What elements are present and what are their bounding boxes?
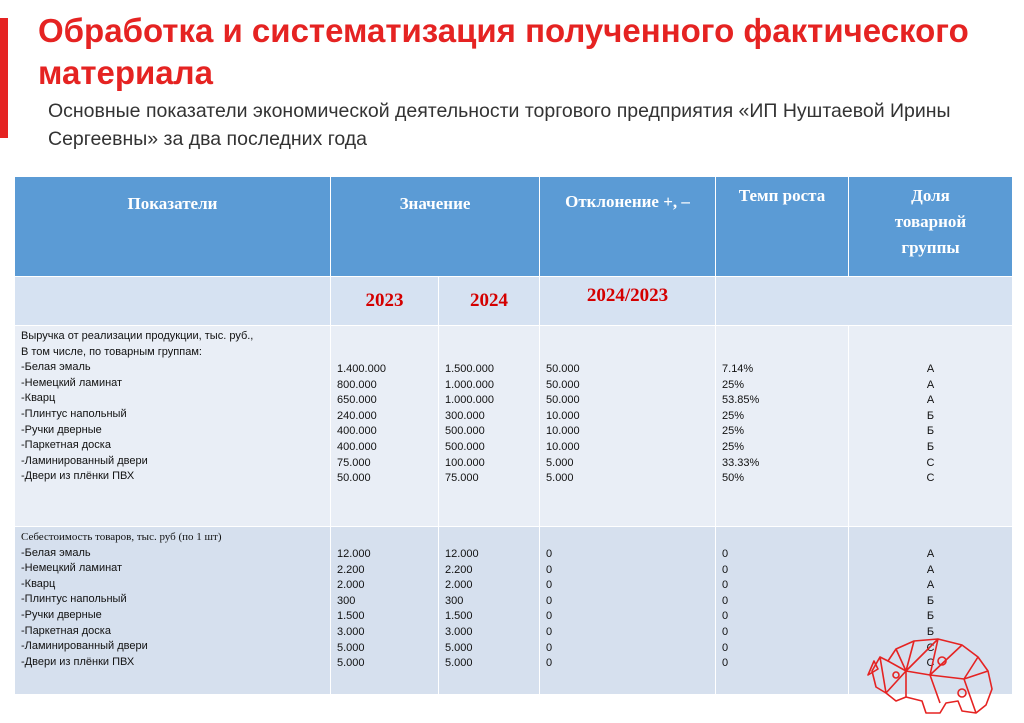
slide-subtitle: Основные показатели экономической деятельности торгового предприятия «ИП Нуштаевой Ирины Сергеевны» за два последних года [48, 100, 951, 150]
cell-line: -Ручки дверные [21, 608, 102, 621]
cell-line: Б [926, 440, 935, 453]
cell-line: А [926, 378, 935, 391]
cell-line: В том числе, по товарным группам: [21, 345, 202, 358]
cell-line: 300 [445, 594, 464, 607]
cell-line: 0 [546, 625, 553, 638]
cell-line: 0 [722, 641, 729, 654]
cell-line: 5.000 [546, 472, 574, 485]
cell-line: -Двери из плёнки ПВХ [21, 470, 135, 483]
table-subheader-row [15, 277, 1013, 326]
cell-line: -Ламинированный двери [21, 640, 148, 653]
revenue-2024-cell [439, 326, 540, 527]
cell-line: 0 [546, 657, 553, 670]
revenue-share-cell [849, 326, 1013, 527]
cell-line: 1.400.000 [337, 363, 386, 375]
table-header-row [15, 177, 1013, 277]
cell-line: 2.000 [445, 579, 473, 592]
cell-line: А [926, 548, 935, 560]
cell-line: -Ламинированный двери [21, 454, 148, 467]
cell-line: 7.14% [722, 363, 754, 375]
cell-line: 33.33% [722, 456, 760, 469]
cell-line: Б [926, 610, 935, 623]
cell-line: С [926, 657, 935, 670]
cell-line: -Двери из плёнки ПВХ [21, 655, 135, 668]
cell-line: 50% [722, 472, 745, 485]
cell-line: Выручка от реализации продукции, тыс. руб., [21, 330, 254, 342]
cell-line: 25% [722, 425, 745, 438]
cell-line: 1.500.000 [445, 363, 494, 375]
cell-line: 5.000 [337, 657, 365, 670]
cell-line: 5.000 [445, 641, 473, 654]
cell-line: 25% [722, 409, 745, 422]
cell-line: -Белая эмаль [21, 361, 91, 374]
cell-line: -Немецкий ламинат [21, 562, 123, 575]
cell-line: 5.000 [546, 456, 574, 469]
cell-line: 0 [722, 610, 729, 623]
cell-line: 2.200 [445, 563, 473, 576]
rhino-logo-icon [866, 631, 998, 717]
cost-growth-cell [716, 527, 849, 695]
cell-line: 50.000 [337, 472, 371, 485]
cell-line: 0 [722, 625, 729, 638]
cell-line: А [926, 579, 935, 592]
cost-deviation-cell [540, 527, 716, 695]
revenue-2023-cell [331, 326, 439, 527]
revenue-label-cell [15, 326, 331, 527]
table-row [15, 527, 1013, 695]
cell-line: 75.000 [445, 472, 479, 485]
cell-line: 0 [722, 657, 729, 670]
cell-line: -Кварц [21, 577, 56, 590]
header-indicators: Показатели [15, 177, 331, 277]
cell-line: 0 [546, 579, 553, 592]
cell-line: А [926, 394, 935, 407]
cell-line: А [926, 563, 935, 576]
cell-line: 10.000 [546, 440, 580, 453]
cell-line: 53.85% [722, 394, 760, 407]
header-growth-rate: Темп роста [716, 177, 849, 277]
cell-line: 3.000 [337, 625, 365, 638]
cell-line: 500.000 [445, 440, 485, 453]
cell-line: 500.000 [445, 425, 485, 438]
subheader-2023: 2023 [331, 277, 439, 326]
cell-line: 300.000 [445, 409, 485, 422]
subheader-empty [15, 277, 331, 326]
cell-line: 50.000 [546, 378, 580, 391]
cost-2023-cell [331, 527, 439, 695]
cell-line: 10.000 [546, 409, 580, 422]
cell-line: 0 [546, 610, 553, 623]
cell-line: 2.200 [337, 563, 365, 576]
subheader-2024: 2024 [439, 277, 540, 326]
cell-line: 1.000.000 [445, 394, 494, 407]
cell-line: 0 [546, 641, 553, 654]
cell-line: Б [926, 409, 935, 422]
cell-line: С [926, 641, 935, 654]
header-deviation: Отклонение +, – [540, 177, 716, 277]
accent-bar [0, 18, 8, 138]
cell-line: 10.000 [546, 425, 580, 438]
cost-label-heading: Себестоимость товаров, тыс. руб (по 1 шт) [21, 531, 222, 543]
cell-line: 240.000 [337, 409, 377, 422]
cell-line: 25% [722, 378, 745, 391]
cell-line: 50.000 [546, 363, 580, 375]
indicators-table [14, 176, 1013, 695]
cell-line: С [926, 456, 935, 469]
cell-line: 5.000 [337, 641, 365, 654]
slide-title: Обработка и систематизация полученного фактического материала [38, 12, 969, 91]
header-value: Значение [331, 177, 540, 277]
cell-line: 0 [546, 548, 553, 560]
cell-line: -Плинтус напольный [21, 593, 127, 606]
cell-line: 100.000 [445, 456, 485, 469]
cell-line: 5.000 [445, 657, 473, 670]
cost-2024-cell [439, 527, 540, 695]
cell-line: 2.000 [337, 579, 365, 592]
cell-line: А [926, 363, 935, 375]
cell-line: 400.000 [337, 425, 377, 438]
cell-line: -Ручки дверные [21, 423, 102, 436]
subheader-empty-right [716, 277, 1013, 326]
table-row [15, 326, 1013, 527]
cell-line: -Кварц [21, 392, 56, 405]
cell-line: 0 [546, 563, 553, 576]
cell-line: 300 [337, 594, 356, 607]
cell-line: 0 [546, 594, 553, 607]
cell-line: 50.000 [546, 394, 580, 407]
cell-line: Б [926, 425, 935, 438]
cell-line: 1.500 [337, 610, 365, 623]
cell-line: -Плинтус напольный [21, 407, 127, 420]
cell-line: Б [926, 625, 935, 638]
cell-line: 0 [722, 579, 729, 592]
cell-line: 400.000 [337, 440, 377, 453]
cell-line: 0 [722, 548, 729, 560]
cell-line: -Немецкий ламинат [21, 376, 123, 389]
cell-line: 3.000 [445, 625, 473, 638]
cell-line: Б [926, 594, 935, 607]
cell-line: 800.000 [337, 378, 377, 391]
cell-line: 0 [722, 563, 729, 576]
cell-line: 12.000 [445, 548, 479, 560]
cell-line: 75.000 [337, 456, 371, 469]
revenue-growth-cell [716, 326, 849, 527]
cell-line: 12.000 [337, 548, 371, 560]
cell-line: 1.000.000 [445, 378, 494, 391]
cell-line: -Паркетная доска [21, 624, 111, 637]
cost-label-cell [15, 527, 331, 695]
cell-line: 0 [722, 594, 729, 607]
cell-line: -Белая эмаль [21, 546, 91, 559]
cell-line: 650.000 [337, 394, 377, 407]
cell-line: С [926, 472, 935, 485]
header-share: Доля товарной группы [849, 177, 1013, 277]
subheader-ratio: 2024/2023 [540, 277, 716, 326]
cell-line: 25% [722, 440, 745, 453]
cell-line: -Паркетная доска [21, 439, 111, 452]
revenue-deviation-cell [540, 326, 716, 527]
cell-line: 1.500 [445, 610, 473, 623]
